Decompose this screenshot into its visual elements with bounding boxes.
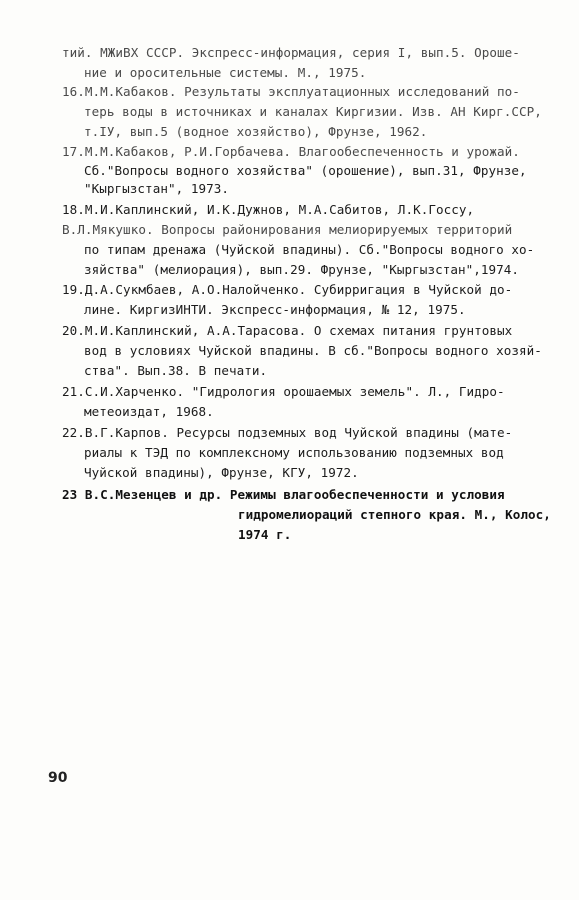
reference-line: зяйства" (мелиорация), вып.29. Фрунзе, "Кыргызстан",1974.: [84, 262, 520, 277]
reference-line: лине. КиргизИНТИ. Экспресс-информация, № 12, 1975.: [84, 302, 466, 317]
reference-line: 1974 г.: [238, 527, 292, 542]
reference-line: В.Л.Мякушко. Вопросы районирования мелиорируемых территорий: [62, 222, 513, 237]
reference-line: риалы к ТЭД по комплексному использованию подземных вод: [84, 445, 504, 460]
reference-line: метеоиздат, 1968.: [84, 404, 214, 419]
reference-line: 19.Д.А.Сукмбаев, А.О.Налойченко. Субирригация в Чуйской до-: [62, 282, 513, 297]
page-number: 90: [48, 770, 68, 786]
reference-line: 17.М.М.Кабаков, Р.И.Горбачева. Влагообеспеченность и урожай.: [62, 144, 520, 159]
reference-line: Чуйской впадины), Фрунзе, КГУ, 1972.: [84, 465, 359, 480]
reference-line: 22.В.Г.Карпов. Ресурсы подземных вод Чуйской впадины (мате-: [62, 425, 513, 440]
reference-line: "Кыргызстан", 1973.: [84, 181, 230, 196]
reference-line: ние и оросительные системы. М., 1975.: [84, 65, 367, 80]
reference-line: тий. МЖиВХ СССР. Экспресс-информация, серия I, вып.5. Ороше-: [62, 45, 520, 60]
reference-line: т.IУ, вып.5 (водное хозяйство), Фрунзе, 1962.: [84, 124, 428, 139]
reference-line: 20.М.И.Каплинский, А.А.Тарасова. О схемах питания грунтовых: [62, 323, 513, 338]
reference-line: Сб."Вопросы водного хозяйства" (орошение), вып.31, Фрунзе,: [84, 163, 527, 178]
reference-line: гидромелиораций степного края. М., Колос,: [238, 507, 551, 522]
reference-line: 21.С.И.Харченко. "Гидрология орошаемых земель". Л., Гидро-: [62, 384, 505, 399]
reference-line: ства". Вып.38. В печати.: [84, 363, 268, 378]
reference-line: 16.М.М.Кабаков. Результаты эксплуатационных исследований по-: [62, 84, 520, 99]
reference-line: терь воды в источниках и каналах Киргизии. Изв. АН Кирг.ССР,: [84, 104, 542, 119]
reference-line: 23 В.С.Мезенцев и др. Режимы влагообеспеченности и условия: [62, 487, 505, 502]
reference-line: 18.М.И.Каплинский, И.К.Дужнов, М.А.Сабитов, Л.К.Госсу,: [62, 202, 475, 217]
reference-line: вод в условиях Чуйской впадины. В сб."Вопросы водного хозяй-: [84, 343, 542, 358]
reference-line: по типам дренажа (Чуйской впадины). Сб."Вопросы водного хо-: [84, 242, 535, 257]
